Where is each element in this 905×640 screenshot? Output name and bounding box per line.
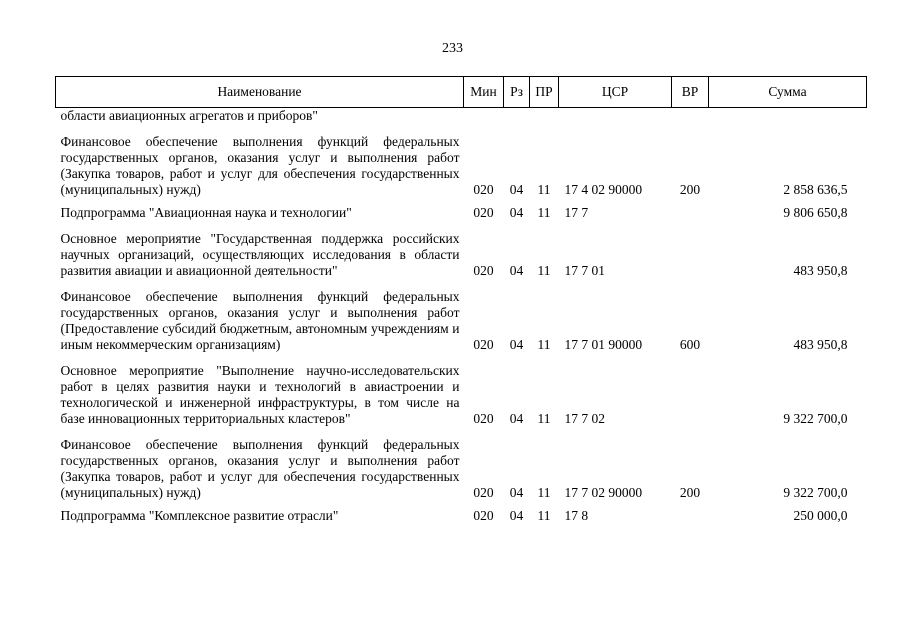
row-sum: 483 950,8	[793, 337, 848, 352]
row-csr: 17 7 02 90000	[564, 485, 643, 500]
row-min: 020	[473, 263, 494, 278]
row-vr	[672, 198, 709, 221]
header-sum: Сумма	[709, 77, 867, 108]
row-rz: 04	[509, 508, 524, 523]
row-rz: 04	[509, 337, 524, 352]
table-row	[56, 108, 867, 125]
row-name: Подпрограмма "Авиационная наука и технологии"	[60, 205, 352, 220]
row-sum: 250 000,0	[793, 508, 848, 523]
row-min: 020	[473, 205, 494, 220]
table-row	[56, 353, 867, 427]
row-pr: 11	[537, 337, 551, 352]
row-csr	[559, 108, 672, 125]
row-rz: 04	[509, 485, 524, 500]
header-rz: Рз	[504, 77, 530, 108]
row-vr	[672, 501, 709, 524]
row-rz: 04	[509, 411, 524, 426]
row-name: Основное мероприятие "Государственная поддержка российских научных организаций, осуществляющих исследования в области развития авиации и авиационной деятельности"	[60, 231, 460, 278]
row-pr: 11	[537, 263, 551, 278]
row-sum: 9 322 700,0	[783, 411, 848, 426]
header-vr: ВР	[672, 77, 709, 108]
row-name: Финансовое обеспечение выполнения функций федеральных государственных органов, оказания услуг и выполнения работ (Закупка товаров, работ и услуг для обеспечения государственных (муниципальных) нужд)	[60, 134, 460, 197]
row-min: 020	[473, 485, 494, 500]
row-min: 020	[473, 508, 494, 523]
table-row	[56, 198, 867, 221]
row-pr: 11	[537, 182, 551, 197]
row-rz: 04	[509, 205, 524, 220]
row-csr: 17 7 01	[564, 263, 605, 278]
row-pr: 11	[537, 485, 551, 500]
row-rz: 04	[509, 263, 524, 278]
budget-table	[55, 76, 867, 524]
row-min: 020	[473, 337, 494, 352]
row-name: области авиационных агрегатов и приборов"	[60, 108, 318, 123]
row-rz: 04	[509, 182, 524, 197]
row-vr: 600	[679, 337, 701, 352]
table-row	[56, 279, 867, 353]
table-row	[56, 501, 867, 524]
row-pr: 11	[537, 411, 551, 426]
row-sum: 483 950,8	[793, 263, 848, 278]
row-min	[464, 108, 504, 125]
row-min: 020	[473, 411, 494, 426]
header-name: Наименование	[56, 77, 464, 108]
row-name: Финансовое обеспечение выполнения функций федеральных государственных органов, оказания услуг и выполнения работ (Предоставление субсидий бюджетным, автономным учреждениям и иным некоммерческим организациям)	[60, 289, 460, 352]
row-rz	[504, 108, 530, 125]
row-pr: 11	[537, 205, 551, 220]
table-header-row	[56, 77, 867, 108]
row-sum: 2 858 636,5	[783, 182, 848, 197]
row-csr: 17 7	[564, 205, 589, 220]
row-sum: 9 322 700,0	[783, 485, 848, 500]
table-row	[56, 427, 867, 501]
row-min: 020	[473, 182, 494, 197]
header-csr: ЦСР	[559, 77, 672, 108]
row-vr: 200	[679, 485, 701, 500]
row-vr: 200	[679, 182, 701, 197]
table-row	[56, 221, 867, 279]
page-number: 233	[442, 41, 463, 56]
header-pr: ПР	[530, 77, 559, 108]
row-csr: 17 7 01 90000	[564, 337, 643, 352]
row-vr	[672, 221, 709, 279]
header-min: Мин	[464, 77, 504, 108]
row-csr: 17 4 02 90000	[564, 182, 643, 197]
table-row	[56, 124, 867, 198]
row-name: Финансовое обеспечение выполнения функций федеральных государственных органов, оказания услуг и выполнения работ (Закупка товаров, работ и услуг для обеспечения государственных (муниципальных) нужд)	[60, 437, 460, 500]
row-sum	[709, 108, 867, 125]
row-pr: 11	[537, 508, 551, 523]
row-sum: 9 806 650,8	[783, 205, 848, 220]
row-name: Основное мероприятие "Выполнение научно-исследовательских работ в целях развития науки и технологий в авиастроении и технологической и инженерной инфраструктуры, в том числе на базе инновационных территориальных кластеров"	[60, 363, 460, 426]
row-name: Подпрограмма "Комплексное развитие отрасли"	[60, 508, 339, 523]
row-pr	[530, 108, 559, 125]
row-vr	[672, 353, 709, 427]
row-vr	[672, 108, 709, 125]
row-csr: 17 8	[564, 508, 589, 523]
row-csr: 17 7 02	[564, 411, 605, 426]
